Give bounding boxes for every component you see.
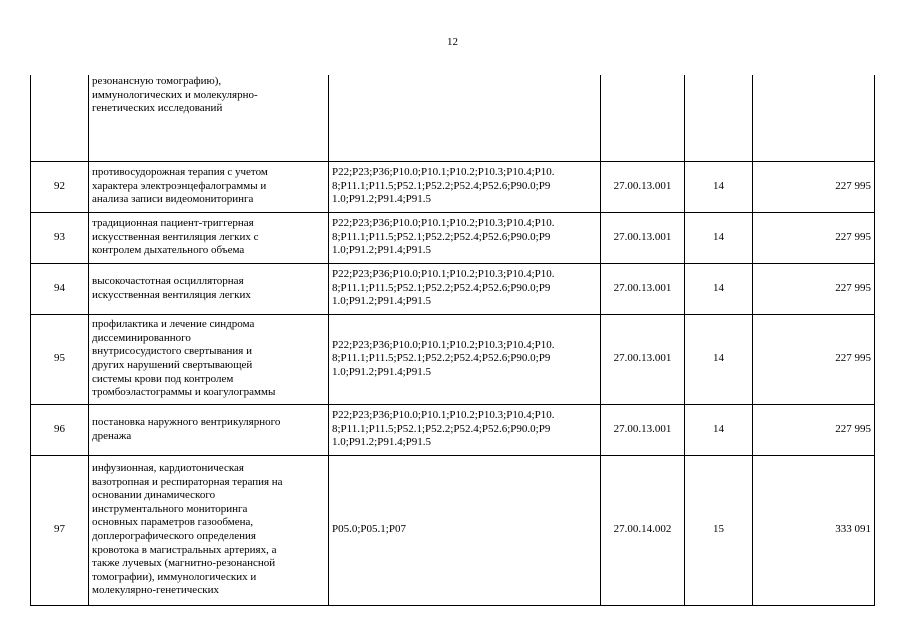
cell-coef: 14 [685, 161, 753, 212]
cell-name [89, 404, 329, 455]
cell-coef: 14 [685, 212, 753, 263]
text-line: 1.0;P91.2;P91.4;P91.5 [332, 244, 432, 257]
cell-price: 227 995 [753, 212, 875, 263]
text-line: искусственная вентиляция легких [92, 288, 251, 301]
table-row [31, 455, 875, 605]
text-line: контролем дыхательного объема [92, 244, 245, 257]
cell-group: 27.00.13.001 [601, 161, 685, 212]
text-line: 1.0;P91.2;P91.4;P91.5 [332, 193, 432, 206]
text-line: P22;P23;P36;P10.0;P10.1;P10.2;P10.3;P10.4;P10. [332, 338, 555, 351]
text-line: диссеминированного [92, 331, 191, 344]
cell-num: 96 [31, 404, 89, 455]
text-line: инструментального мониторинга [92, 502, 248, 515]
text-line: P22;P23;P36;P10.0;P10.1;P10.2;P10.3;P10.4;P10. [332, 217, 555, 230]
text-line: искусственная вентиляция легких с [92, 230, 259, 243]
cell-codes [329, 161, 601, 212]
cell-codes [329, 314, 601, 404]
text-line: молекулярно-генетических [92, 584, 220, 597]
text-line: противосудорожная терапия с учетом [92, 166, 268, 179]
cell-price [753, 75, 875, 161]
page-number: 12 [447, 36, 458, 48]
text-line: тромбоэластограммы и коагулограммы [92, 386, 276, 399]
cell-coef: 14 [685, 314, 753, 404]
cell-num: 97 [31, 455, 89, 605]
cell-codes [329, 455, 601, 605]
cell-price: 227 995 [753, 161, 875, 212]
cell-group [601, 75, 685, 161]
text-line: других нарушений свертывающей [92, 359, 253, 371]
text-line: профилактика и лечение синдрома [92, 318, 255, 331]
cell-coef: 14 [685, 263, 753, 314]
text-line: высокочастотная осцилляторная [92, 274, 244, 287]
text-line: инфузионная, кардиотоническая [92, 462, 244, 475]
text-line: генетических исследований [92, 102, 223, 115]
text-line: 8;P11.1;P11.5;P52.1;P52.2;P52.4;P52.6;P90.0;P9 [332, 230, 551, 243]
cell-group: 27.00.13.001 [601, 212, 685, 263]
cell-name [89, 314, 329, 404]
cell-price: 227 995 [753, 404, 875, 455]
table-row-continuation [31, 75, 875, 161]
cell-codes [329, 263, 601, 314]
text-line: P22;P23;P36;P10.0;P10.1;P10.2;P10.3;P10.4;P10. [332, 268, 555, 281]
text-line: анализа записи видеомониторинга [92, 193, 254, 206]
cell-name [89, 161, 329, 212]
cell-name [89, 455, 329, 605]
text-line: кровотока в магистральных артериях, а [92, 543, 277, 556]
cell-name [89, 212, 329, 263]
text-line: вазотропная и респираторная терапия на [92, 475, 283, 488]
cell-price: 333 091 [753, 455, 875, 605]
table-row [31, 314, 875, 404]
cell-price: 227 995 [753, 314, 875, 404]
cell-group: 27.00.13.001 [601, 314, 685, 404]
cell-num: 95 [31, 314, 89, 404]
text-line: P22;P23;P36;P10.0;P10.1;P10.2;P10.3;P10.4;P10. [332, 166, 555, 179]
cell-num: 94 [31, 263, 89, 314]
table-row [31, 161, 875, 212]
cell-num: 92 [31, 161, 89, 212]
text-line: традиционная пациент-триггерная [92, 217, 254, 230]
cell-group: 27.00.13.001 [601, 263, 685, 314]
text-line: P05.0;P05.1;P07 [332, 523, 406, 536]
cell-group: 27.00.14.002 [601, 455, 685, 605]
cell-price: 227 995 [753, 263, 875, 314]
cell-coef: 14 [685, 404, 753, 455]
text-line: 1.0;P91.2;P91.4;P91.5 [332, 295, 432, 308]
text-line: характера электроэнцефалограммы и [92, 179, 267, 192]
table-row [31, 404, 875, 455]
text-line: также лучевых (магнитно-резонансной [92, 557, 276, 570]
cell-codes [329, 404, 601, 455]
text-line: основании динамического [92, 489, 216, 502]
text-line: 1.0;P91.2;P91.4;P91.5 [332, 365, 432, 378]
text-line: системы крови под контролем [92, 372, 234, 385]
text-line: постановка наружного вентрикулярного [92, 415, 281, 428]
text-line: 8;P11.1;P11.5;P52.1;P52.2;P52.4;P52.6;P90.0;P9 [332, 352, 551, 365]
cell-name [89, 263, 329, 314]
table-row [31, 263, 875, 314]
text-line: 1.0;P91.2;P91.4;P91.5 [332, 436, 432, 449]
text-line: дренажа [92, 429, 132, 442]
text-line: 8;P11.1;P11.5;P52.1;P52.2;P52.4;P52.6;P90.0;P9 [332, 281, 551, 294]
cell-coef: 15 [685, 455, 753, 605]
text-line: P22;P23;P36;P10.0;P10.1;P10.2;P10.3;P10.4;P10. [332, 409, 555, 422]
cell-coef [685, 75, 753, 161]
cell-codes [329, 212, 601, 263]
cell-num: 93 [31, 212, 89, 263]
cell-codes [329, 75, 601, 161]
text-line: внутрисосудистого свертывания и [92, 345, 252, 358]
text-line: основных параметров газообмена, [92, 516, 254, 529]
cell-group: 27.00.13.001 [601, 404, 685, 455]
tariff-table [30, 75, 875, 606]
text-line: резонансную томографию), [92, 75, 222, 87]
text-line: томографии), иммунологических и [92, 570, 257, 583]
cell-name [89, 75, 329, 161]
table-row [31, 212, 875, 263]
text-line: 8;P11.1;P11.5;P52.1;P52.2;P52.4;P52.6;P90.0;P9 [332, 179, 551, 192]
text-line: доплерографического определения [92, 530, 256, 542]
cell-num [31, 75, 89, 161]
text-line: иммунологических и молекулярно- [92, 88, 258, 101]
text-line: 8;P11.1;P11.5;P52.1;P52.2;P52.4;P52.6;P90.0;P9 [332, 422, 551, 435]
